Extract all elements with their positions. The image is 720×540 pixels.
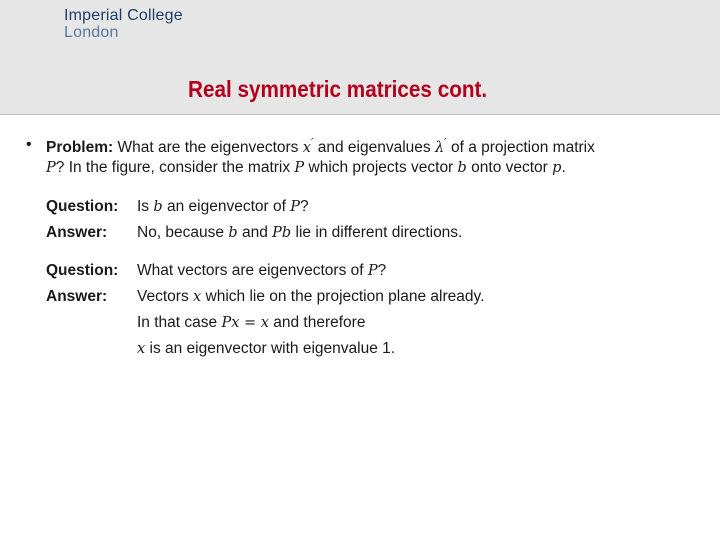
a2-text-1: Vectors [137, 288, 189, 305]
bullet-marker: • [26, 136, 32, 153]
answer-2-line-1 [137, 288, 484, 306]
q1-text-3: ? [299, 198, 309, 215]
math-P: P [367, 263, 378, 279]
question-2-text [137, 262, 386, 280]
math-prime: ′ [310, 136, 314, 149]
answer-2-line-2 [137, 314, 365, 332]
a2-text-3: In that case [137, 314, 218, 331]
math-x: x [302, 140, 311, 157]
math-prime: ′ [444, 136, 447, 149]
answer-1-text [137, 224, 462, 242]
q1-text-2: an eigenvector of [166, 198, 286, 215]
q2-text-1: What vectors are eigenvectors of [137, 262, 364, 279]
math-b: b [228, 225, 238, 241]
problem-line-1 [46, 136, 595, 157]
math-Pb: Pb [272, 225, 292, 241]
math-P: P [46, 160, 56, 176]
math-x: x [193, 289, 202, 305]
a2-text-5: is an eigenvector with eigenvalue 1. [149, 340, 396, 357]
math-equation: Px = x [221, 315, 269, 331]
problem-text-1: What are the eigenvectors [117, 139, 299, 157]
problem-line-2 [46, 159, 566, 177]
math-b: b [457, 160, 467, 176]
math-P: P [294, 160, 305, 176]
logo-line-1: Imperial College [64, 7, 183, 24]
problem-text-7: . [561, 159, 566, 176]
a1-text-1: No, because [137, 224, 225, 241]
a1-text-3: lie in different directions. [295, 224, 463, 241]
problem-text-6: onto vector [471, 159, 548, 176]
logo-line-2: London [64, 23, 119, 41]
answer-label: Answer: [46, 224, 108, 241]
q1-text-1: Is [137, 198, 150, 215]
problem-label: Problem: [46, 139, 114, 157]
question-label: Question: [46, 262, 119, 279]
a2-text-2: which lie on the projection plane already. [205, 288, 485, 305]
institution-logo [64, 8, 183, 42]
question-1-text [137, 198, 309, 216]
problem-text-4: ? In the figure, consider the matrix [55, 159, 291, 176]
math-lambda: λ [434, 140, 445, 157]
slide-title: Real symmetric matrices cont. [188, 76, 488, 102]
q2-text-2: ? [377, 262, 387, 279]
problem-text-3: of a projection matrix [450, 139, 595, 157]
math-x: x [137, 341, 146, 357]
math-b: b [153, 199, 163, 215]
math-P: P [290, 199, 300, 215]
a1-text-2: and [241, 224, 268, 241]
answer-2-line-3 [137, 340, 395, 358]
problem-text-2: and eigenvalues [317, 139, 431, 157]
problem-text-5: which projects vector [308, 159, 454, 176]
answer-label: Answer: [46, 288, 108, 305]
a2-text-4: and therefore [273, 314, 366, 331]
header-bar [0, 0, 720, 115]
math-p: p [552, 160, 562, 176]
question-label: Question: [46, 198, 119, 215]
